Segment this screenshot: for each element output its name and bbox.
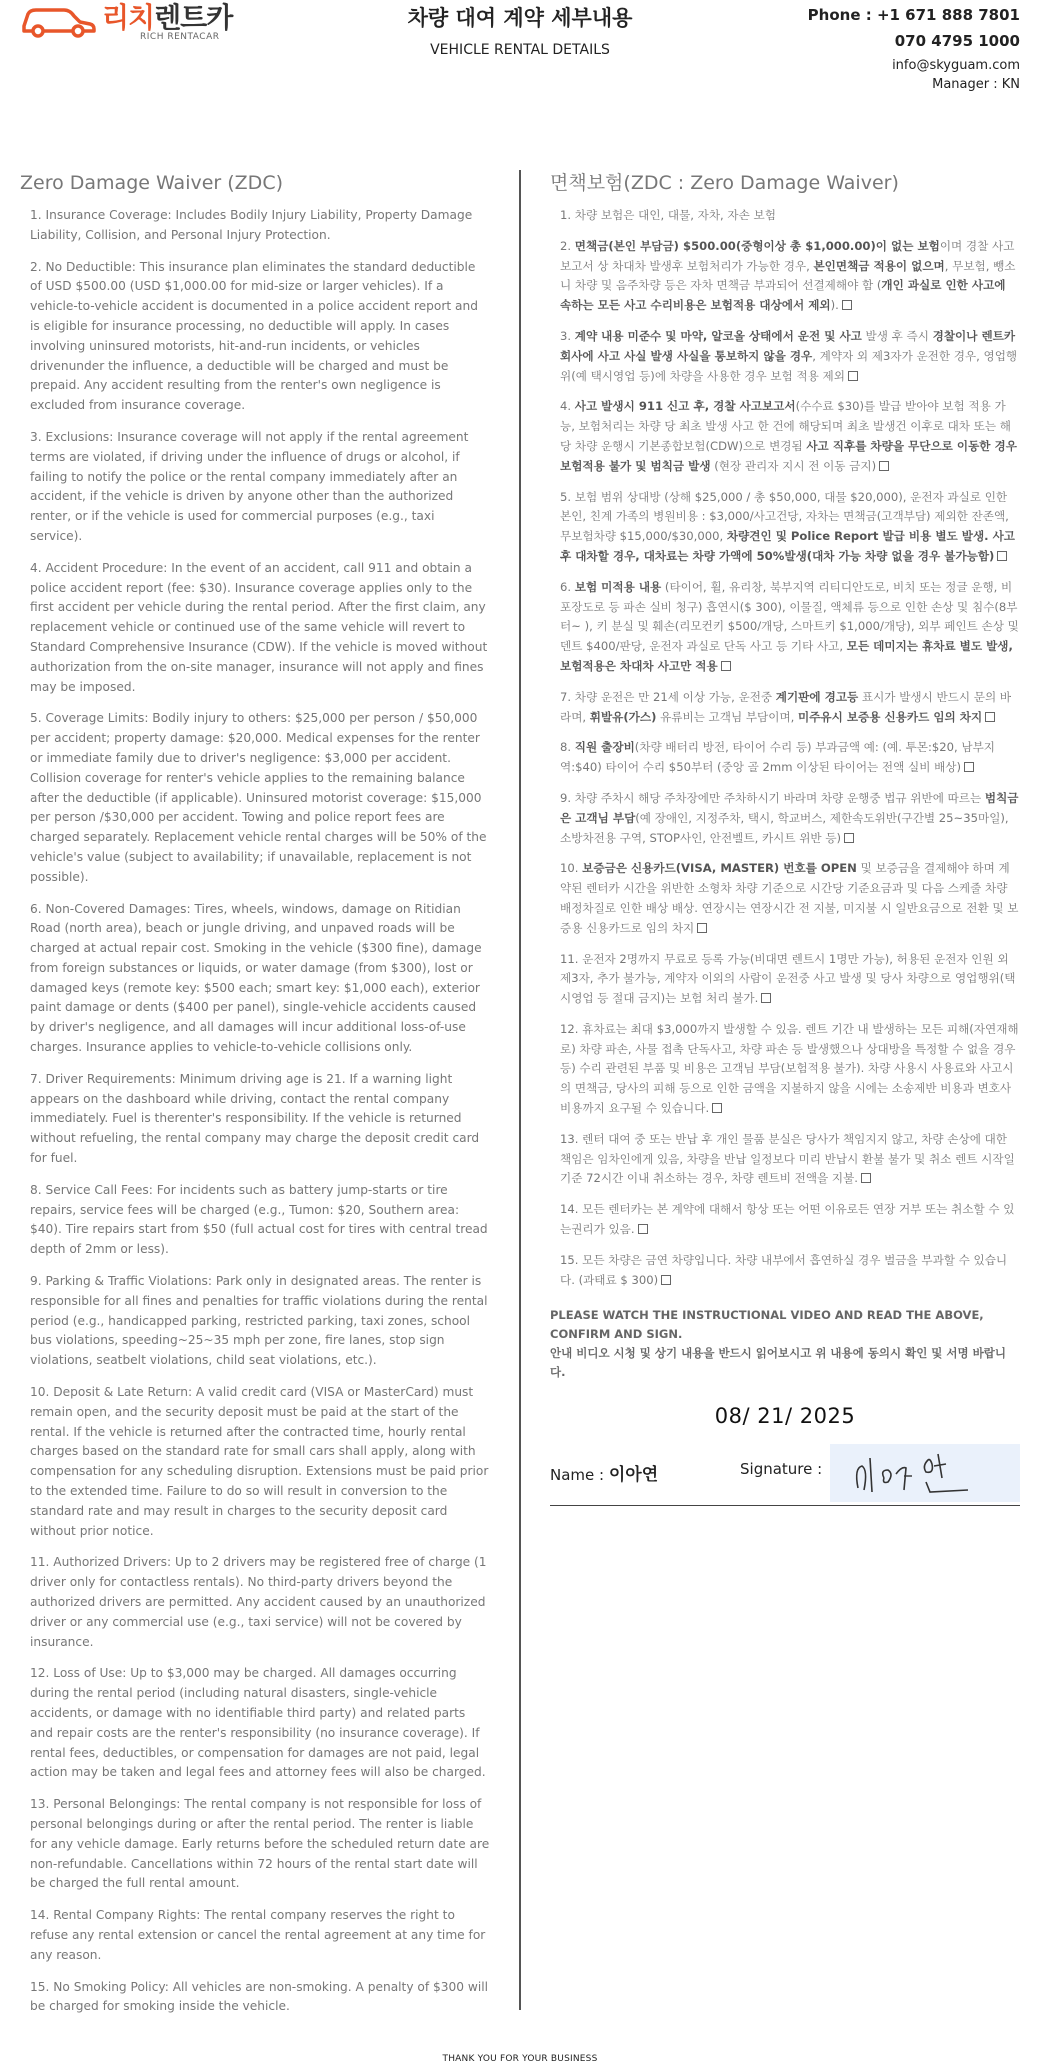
logo bbox=[18, 2, 238, 48]
english-term-item: 13. Personal Belongings: The rental company is not responsible for loss of personal belongings during or after the rental period. The renter is liable for any vehicle damage. Early returns before the scheduled return date are non-refundable. Cancellations within 72 hours of the rental start date will be charged the full rental amount. bbox=[30, 1797, 490, 1891]
text-segment: 8. bbox=[560, 740, 575, 755]
header bbox=[0, 0, 1040, 110]
phone-secondary: 070 4795 1000 bbox=[894, 32, 1020, 50]
text-segment: 13. 렌터 대여 중 또는 반납 후 개인 물품 분실은 당사가 책임지지 않고, 차량 손상에 대한 책임은 임차인에게 있음, 차량을 반납 일정보다 미리 반납시 환불 불가 및 취소 렌트 시작일 기준 72시간 이내 취소하는 경우, 차량 렌트비 전액을 지불. bbox=[560, 1131, 1015, 1186]
korean-term-item bbox=[560, 859, 1020, 938]
text-segment: ). bbox=[830, 298, 839, 313]
bold-segment: 계기판에 경고등 bbox=[775, 689, 859, 704]
korean-term-item bbox=[560, 206, 1020, 226]
logo-subtext: RICH RENTACAR bbox=[140, 32, 220, 42]
korean-term-item bbox=[560, 1130, 1020, 1189]
text-segment: 10. bbox=[560, 861, 583, 876]
english-term-item: 9. Parking & Traffic Violations: Park only in designated areas. The renter is responsible for all fines and penalties for traffic violations during the rental period (e.g., handicapped parking, restricted parking, taxi zones, school bus violations, speeding~25~35 mph per zone, fire lanes, stop sign violations, seatbelt violations, child seat violations, etc.). bbox=[30, 1274, 488, 1368]
text-segment: 7. 차량 운전은 만 21세 이상 가능, 운전중 bbox=[560, 689, 776, 704]
text-segment: 14. 모든 렌터카는 본 계약에 대해서 항상 또는 어떤 이유로든 연장 거부 또는 취소할 수 있는권리가 있음. bbox=[560, 1202, 1015, 1237]
handwritten-signature bbox=[850, 1448, 1000, 1498]
text-segment: (타이어, 휠, 유리창, 북부지역 리티디안도로, 비치 또는 정글 운행, 비포장도로 등 파손 실비 청구) 흡연시($ 300), 이물질, 액체류 등으로 인한 손상 및 침수(8부터~ ), 키 분실 및 훼손(리모컨키 $500/개당, 스마트키 $1,000/개당), 외부 페인트 손상 및 덴트 $400/판당, 운전자 과실로 단독 사고 등 기타 사고, bbox=[560, 579, 1019, 654]
text-segment: 4. bbox=[560, 399, 575, 414]
text-segment: 3. bbox=[560, 328, 575, 343]
agree-checkbox[interactable] bbox=[997, 551, 1007, 561]
korean-term-item bbox=[560, 950, 1020, 1009]
manager: Manager : KN bbox=[932, 77, 1020, 92]
english-term-item: 15. No Smoking Policy: All vehicles are non-smoking. A penalty of $300 will be charged for smoking inside the vehicle. bbox=[30, 1979, 489, 2014]
text-segment: , 계약자 외 제3자가 운전한 경우, 영업행위(예 택시영업 등)에 차량을 사용한 경우 보험 적용 제외 bbox=[560, 348, 1018, 383]
bold-segment: 경찰이나 렌트카 회사에 사고 사실 발생 사실을 통보하지 않을 경우 bbox=[560, 328, 1016, 363]
signed-date: 08/ 21/ 2025 bbox=[714, 1404, 856, 1429]
bold-segment: 직원 출장비 bbox=[574, 740, 635, 755]
text-segment: 15. 모든 차량은 금연 차량입니다. 차량 내부에서 흡연하실 경우 벌금을 부과할 수 있습니다. (과태료 $ 300) bbox=[560, 1252, 1008, 1287]
english-term-item: 12. Loss of Use: Up to $3,000 may be charged. All damages occurring during the rental period (including natural disasters, single-vehicle accidents, or damage with no identifiable third party) and related parts and repair costs are the renter's responsibility (no insurance coverage). If rental fees, deductibles, or compensation for damages are not paid, legal action may be taken and legal fees and attorney fees will also be charged. bbox=[30, 1666, 486, 1780]
watch-instruction-korean: 안내 비디오 시청 및 상기 내용을 반드시 읽어보시고 위 내용에 동의시 확인 및 서명 바랍니다. bbox=[550, 1346, 1006, 1380]
text-segment: 5. 보험 범위 상대방 (상해 $25,000 / 총 $50,000, 대물 $20,000), 운전자 과실로 인한 본인, 친계 가족의 병원비용 : $3,000/사고건당, 자차는 면책금(고객부담) 제외한 잔존액, 무보험차량 $15,000/$30,000, bbox=[560, 489, 1009, 544]
text-segment: (현장 관리자 지시 전 이동 금지) bbox=[710, 458, 877, 473]
bold-segment: 계약 내용 미준수 및 마약, 알코올 상태에서 운전 및 사고 bbox=[574, 328, 862, 343]
korean-term-item bbox=[560, 1020, 1020, 1119]
agree-checkbox[interactable] bbox=[712, 1103, 722, 1113]
text-segment: 1. 차량 보험은 대인, 대물, 자차, 자손 보험 bbox=[560, 208, 776, 222]
bold-segment: 본인면책금 적용이 없으며 bbox=[813, 258, 945, 273]
bold-segment: 보증금은 신용카드(VISA, MASTER) 번호를 OPEN bbox=[582, 861, 857, 876]
bold-segment: 면책금(본인 부담금) $500.00(중형이상 총 $1,000.00)이 없는 보험 bbox=[574, 238, 940, 253]
page-title-english: VEHICLE RENTAL DETAILS bbox=[430, 42, 610, 58]
signature-label: Signature : bbox=[740, 1460, 823, 1479]
english-term-item: 1. Insurance Coverage: Includes Bodily Injury Liability, Property Damage Liability, Collision, and Personal Injury Protection. bbox=[30, 208, 473, 242]
korean-term-item bbox=[560, 789, 1020, 848]
korean-term-item bbox=[560, 1251, 1020, 1291]
english-term-item: 4. Accident Procedure: In the event of an accident, call 911 and obtain a police accident report (fee: $30). Insurance coverage applies only to the first accident per vehicle during the rental period. After the first claim, any replacement vehicle or continued use of the same vehicle will revert to Standard Comprehensive Insurance (CDW). If the vehicle is moved without authorization from the on-site manager, insurance will not apply and fines may be imposed. bbox=[30, 560, 488, 694]
text-segment: 발생 후 즉시 bbox=[861, 328, 933, 343]
email: info@skyguam.com bbox=[892, 58, 1020, 73]
bold-segment: 사고 직후를 차량을 무단으로 이동한 경우 보험적용 불가 및 범칙금 발생 bbox=[560, 438, 1017, 473]
agree-checkbox[interactable] bbox=[638, 1224, 648, 1234]
english-section-title: Zero Damage Waiver (ZDC) bbox=[20, 172, 283, 194]
english-term-item: 11. Authorized Drivers: Up to 2 drivers may be registered free of charge (1 driver only for contactless rentals). No third-party drivers beyond the authorized drivers are permitted. Any accident caused by an unauthorized driver or any commercial use (e.g., taxi service) will not be covered by insurance. bbox=[30, 1555, 487, 1649]
phone-primary: Phone : +1 671 888 7801 bbox=[807, 6, 1020, 24]
bold-segment: 차량견인 및 Police Report 발급 비용 별도 발생. 사고후 대차할 경우, 대차료는 차량 가액에 50%발생(대차 가능 차량 없을 경우 불가능함) bbox=[560, 529, 1016, 563]
bold-segment: 개인 과실로 인한 사고에 속하는 모든 사고 수리비용은 보험적용 대상에서 제외 bbox=[560, 278, 1006, 313]
signature-pad[interactable] bbox=[830, 1444, 1020, 1502]
page-title-korean: 차량 대여 계약 세부내용 bbox=[407, 6, 633, 30]
signature-row bbox=[550, 1442, 1020, 1506]
english-term-item: 3. Exclusions: Insurance coverage will not apply if the rental agreement terms are violated, if driving under the influence of drugs or alcohol, if failing to notify the police or the rental company immediately after an accident, if the vehicle is driven by anyone other than the authorized renter, or if the vehicle is used for commercial purposes (e.g., taxi service). bbox=[30, 429, 469, 543]
korean-terms bbox=[550, 170, 1020, 1506]
bold-segment: 휘발유(가스) bbox=[589, 709, 657, 724]
text-segment: (수수료 $30)를 발급 받아야 보험 적용 가능, 보험처리는 차량 당 최초 발생 사고 한 건에 해당되며 최초 발생건 이후로 대차 또는 해당 차량 운행시 기본종합보험(CDW)으로 변경됨 bbox=[560, 399, 1011, 453]
bold-segment: 보험 미적용 내용 bbox=[574, 579, 662, 594]
english-term-item: 8. Service Call Fees: For incidents such as battery jump-starts or tire repairs, service fees will be charged (e.g., Tumon: $20, Southern area: $40). Tire repairs start from $50 (full actual cost for tires with central tread depth of 2mm or less). bbox=[30, 1182, 488, 1257]
english-term-item: 7. Driver Requirements: Minimum driving age is 21. If a warning light appears on the dashboard while driving, contact the rental company immediately. Fuel is therenter's responsibility. If the vehicle is returned without refueling, the rental company may charge the deposit credit card for fuel. bbox=[30, 1071, 480, 1166]
watch-instruction-english: PLEASE WATCH THE INSTRUCTIONAL VIDEO AND READ THE ABOVE, CONFIRM AND SIGN. bbox=[550, 1308, 984, 1342]
agree-checkbox[interactable] bbox=[848, 371, 858, 381]
bold-segment: 모든 데미지는 휴차료 별도 발생, 보험적용은 차대차 사고만 적용 bbox=[560, 639, 1013, 673]
english-term-item: 6. Non-Covered Damages: Tires, wheels, windows, damage on Ritidian Road (north area), beach or jungle driving, and unpaved roads will be charged at actual repair cost. Smoking in the vehicle ($300 fine), damage from foreign substances or liquids, or water damage (from $300), lost or damaged keys (remote key: $500 each; smart key: $1,000 each), exterior paint damage or dents ($400 per panel), single-vehicle accidents caused by driver's negligence, and all damages will incur additional loss-of-use charges. Insurance applies to vehicle-to-vehicle collisions only. bbox=[30, 901, 482, 1055]
korean-term-item bbox=[560, 578, 1020, 677]
agree-checkbox[interactable] bbox=[721, 661, 731, 671]
car-logo-icon bbox=[18, 4, 98, 38]
text-segment: , 무보험, 뺑소니 차량 및 음주차량 등은 자차 면책금 부과되어 선결제해야 함 ( bbox=[560, 258, 1016, 293]
bold-segment: 범칙금은 고객님 부담 bbox=[560, 790, 1019, 825]
bold-segment: 사고 발생시 911 신고 후, 경찰 사고보고서 bbox=[574, 399, 796, 414]
korean-term-item bbox=[560, 397, 1020, 476]
text-segment: 2. bbox=[560, 238, 575, 253]
korean-term-item bbox=[560, 327, 1020, 386]
korean-term-list bbox=[550, 206, 1020, 1290]
column-divider bbox=[519, 170, 521, 2010]
text-segment: 이며 경찰 사고보고서 상 차대차 발생후 보험처리가 가능한 경우, bbox=[560, 238, 1015, 273]
english-term-item: 10. Deposit & Late Return: A valid credit card (VISA or MasterCard) must remain open, and the security deposit must be paid at the start of the rental. If the vehicle is returned after the contracted time, hourly rental charges based on the standard rate for small cars shall apply, along with compensation for any scheduling disruption. Extensions must be paid prior to the extended time. Failure to do so will result in conversion to the standard rate and may result in charges to the security deposit card without prior notice. bbox=[30, 1385, 489, 1538]
text-segment: 유류비는 고객님 부담이며, bbox=[656, 709, 799, 724]
name-field bbox=[550, 1460, 658, 1485]
english-term-item: 2. No Deductible: This insurance plan eliminates the standard deductible of USD $500.00 (USD $1,000.00 for mid-size or larger vehicles). If a vehicle-to-vehicle accident is documented in a police accident report and is eligible for insurance processing, no deductible will apply. In cases involving uninsured motorists, hit-and-run incidents, or vehicles drivenunder the influence, a deductible will be charged and must be prepaid. Any accident resulting from the renter's own negligence is excluded from insurance coverage. bbox=[30, 259, 478, 413]
name-label: Name : bbox=[550, 1466, 605, 1485]
agree-checkbox[interactable] bbox=[879, 461, 889, 471]
english-term-item: 14. Rental Company Rights: The rental company reserves the right to refuse any rental extension or cancel the rental agreement at any time for any reason. bbox=[30, 1908, 486, 1962]
agree-checkbox[interactable] bbox=[697, 923, 707, 933]
korean-term-item bbox=[560, 1200, 1020, 1240]
logo-text: 리치렌트카 bbox=[102, 1, 233, 34]
agree-checkbox[interactable] bbox=[661, 1275, 671, 1285]
agree-checkbox[interactable] bbox=[842, 300, 852, 310]
text-segment: 11. 운전자 2명까지 무료로 등록 가능(비대면 렌트시 1명만 가능), 허용된 운전자 인원 외 제3자, 추가 불가능, 계약자 이외의 사람이 운전중 사고 발생 및 당사 차량으로 영업행위(택시영업 등 절대 금지)는 보험 처리 불가. bbox=[560, 951, 1016, 1006]
korean-term-item bbox=[560, 688, 1020, 728]
text-segment: 표시가 발생시 반드시 문의 바라며, bbox=[560, 689, 1012, 724]
bold-segment: 미주유시 보증용 신용카드 임의 차지 bbox=[798, 709, 983, 724]
title-block bbox=[300, 4, 740, 58]
agree-checkbox[interactable] bbox=[985, 712, 995, 722]
korean-term-item bbox=[560, 488, 1020, 567]
english-terms bbox=[20, 170, 490, 2029]
text-segment: 6. bbox=[560, 579, 575, 594]
english-term-list bbox=[20, 206, 490, 2017]
footer: THANK YOU FOR YOUR BUSINESS bbox=[442, 2054, 598, 2064]
korean-term-item bbox=[560, 237, 1020, 316]
text-segment: (예 장애인, 지정주차, 택시, 학교버스, 제한속도위반(구간별 25~35마일), 소방차전용 구역, STOP사인, 안전벨트, 카시트 위반 등) bbox=[560, 810, 1009, 845]
agree-checkbox[interactable] bbox=[761, 993, 771, 1003]
agree-checkbox[interactable] bbox=[844, 833, 854, 843]
text-segment: 12. 휴차료는 최대 $3,000까지 발생할 수 있음. 렌트 기간 내 발생하는 모든 피해(자연재해로) 차량 파손, 사물 접촉 단독사고, 차량 파손 등 발생했으나 상대방을 특정할 수 없을 경우 등) 수리 관련된 부품 및 비용은 고객님 부담(보험적용 불가). 차량 사용시 사용료와 사고시의 면책금, 당사의 피해 등으로 인한 금액을 지불하지 않을 시에는 소송제반 비용과 변호사 비용까지 요구될 수 있습니다. bbox=[560, 1021, 1019, 1116]
agree-checkbox[interactable] bbox=[861, 1173, 871, 1183]
agree-checkbox[interactable] bbox=[964, 762, 974, 772]
text-segment: 및 보증금을 결제해야 하며 계약된 렌터카 시간을 위반한 소형차 차량 기준으로 시간당 기준요금과 및 다음 스케줄 차량 배정차질로 인한 배상 배상. 연장시는 연장시간 전 지불, 미지불 시 일반요금으로 전환 및 보증용 신용카드로 임의 차지 bbox=[560, 861, 1019, 935]
text-segment: (차량 배터리 방전, 타이어 수리 등) 부과금액 예: (예. 투몬:$20, 남부지역:$40) 타이어 수리 $50부터 (중앙 골 2mm 이상된 타이어는 전액 실비 배상) bbox=[560, 740, 996, 775]
watch-instruction bbox=[550, 1306, 1020, 1382]
korean-term-item bbox=[560, 738, 1020, 778]
contact-info bbox=[808, 4, 1020, 94]
korean-section-title: 면책보험(ZDC : Zero Damage Waiver) bbox=[550, 172, 899, 194]
english-term-item: 5. Coverage Limits: Bodily injury to others: $25,000 per person / $50,000 per accident; property damage: $20,000. Medical expenses for the renter or immediate family due to driver's negligence: $3,000 per accident. Collision coverage for renter's vehicle applies to the remaining balance after the deductible (if applicable). Uninsured motorist coverage: $15,000 per person /$30,000 per accident. Towing and police report fees are charged separately. Replacement vehicle rental charges will be 50% of the vehicle's value (subject to availability; if unavailable, replacement is not possible). bbox=[30, 711, 487, 884]
text-segment: 9. 차량 주차시 해당 주차장에만 주차하시기 바라며 차량 운행중 법규 위반에 따르는 bbox=[560, 790, 985, 805]
name-value: 이아연 bbox=[608, 1465, 659, 1486]
